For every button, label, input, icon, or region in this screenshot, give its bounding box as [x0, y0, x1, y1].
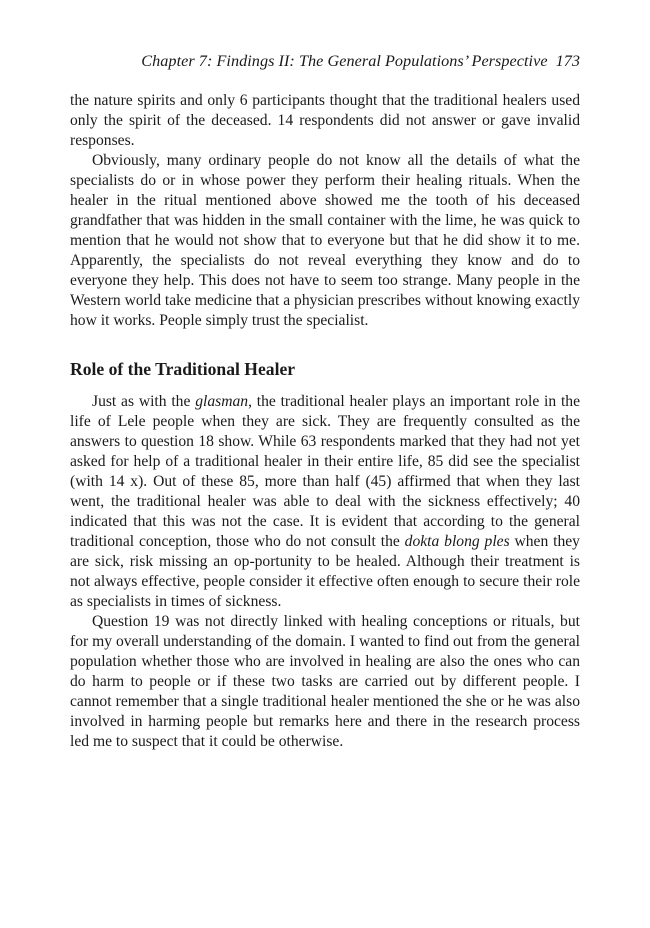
paragraph-text: Just as with the — [92, 393, 196, 410]
paragraph-continuation: the nature spirits and only 6 participants thought that the traditional healers used only the spirit of the deceased. 14 respondents did not answer or gave invalid responses. — [70, 92, 580, 149]
paragraph-text: , the traditional healer plays an important role in the life of Lele people when they are sick. They are frequently consulted as the answers to question 18 show. While 63 respondents marked that they had not yet asked for help of a traditional healer in their entire life, 85 did see the specialist (with 14 x). Out of these 85, more than half (45) affirmed that when they last went, the traditional healer was able to deal with the sickness effectively; 40 indicated that this was not the case. It is evident that according to the general traditional conception, those who do not consult the — [70, 393, 580, 550]
chapter-title: Chapter 7: Findings II: The General Populations’ Perspective — [141, 52, 548, 70]
paragraph-question-19: Question 19 was not directly linked with healing conceptions or rituals, but for my overall understanding of the domain. I wanted to find out from the general population whether those who are involved in healing are also the ones who can do harm to people or if these two tasks are carried out by different people. I cannot remember that a single traditional healer mentioned the she or he was also involved in harming people but remarks here and there in the research process led me to suspect that it could be otherwise. — [70, 613, 580, 750]
section-heading: Role of the Traditional Healer — [70, 359, 296, 379]
paragraph-text: when they are sick, risk missing an op-portunity to be healed. Although their treatment is not always effective, people consider it effective often enough to secure their role as specialists in times of sickness. — [70, 533, 580, 610]
page-number: 173 — [555, 52, 580, 70]
paragraph-specialists: Obviously, many ordinary people do not know all the details of what the specialists do or in whose power they perform their healing rituals. When the healer in the ritual mentioned above showed me the tooth of his deceased grandfather that was hidden in the small container with the lime, he was quick to mention that he would not show that to everyone but that he did show it to me. Apparently, the specialists do not reveal everything they know and do to everyone they help. This does not have to seem too strange. Many people in the Western world take medicine that a physician prescribes without knowing exactly how it works. People simply trust the specialist. — [70, 152, 580, 329]
paragraph-traditional-healer — [70, 392, 580, 612]
term-dokta-blong-ples: dokta blong ples — [404, 533, 510, 550]
body-text — [70, 91, 580, 752]
running-head — [141, 52, 580, 71]
term-glasman: glasman — [195, 393, 249, 410]
